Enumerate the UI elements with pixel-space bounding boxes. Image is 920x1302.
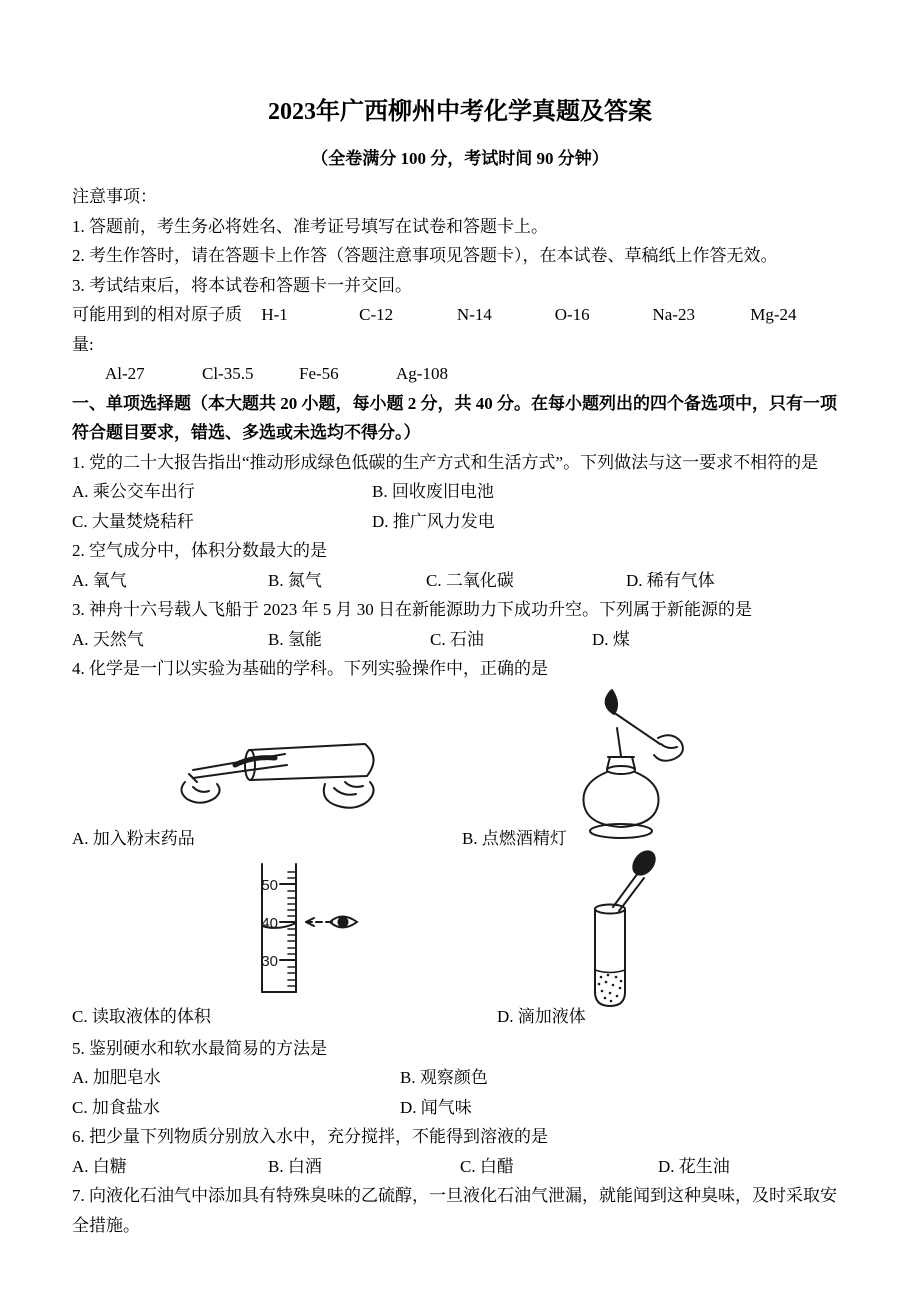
option-5b: B. 观察颜色: [400, 1068, 488, 1087]
notice-item-3: 3. 考试结束后，将本试卷和答题卡一并交回。: [72, 275, 412, 295]
option-3b: B. 氢能: [268, 629, 322, 649]
atomic-mass-line-1: [72, 300, 848, 359]
atomic-mass-value: Mg-24: [750, 305, 797, 324]
question-6-options: [72, 1152, 848, 1182]
question-1-options-row-1: [72, 477, 848, 507]
option-2c: C. 二氧化碳: [426, 570, 514, 590]
atomic-mass-value: Al-27: [105, 364, 145, 383]
figure-label-b: B. 点燃酒精灯: [462, 828, 567, 848]
atomic-mass-value: H-1: [261, 305, 288, 324]
option-3c: C. 石油: [430, 629, 484, 649]
question-2-options: [72, 566, 848, 596]
notice-item-2: 2. 考生作答时，请在答题卡上作答（答题注意事项见答题卡），在本试卷、草稿纸上作答无效。: [72, 246, 778, 265]
atomic-mass-label: 可能用到的相对原子质量:: [72, 305, 242, 354]
cylinder-scale-50: 50: [261, 876, 278, 894]
question-stem-6: 6. 把少量下列物质分别放入水中，充分搅拌，不能得到溶液的是: [72, 1127, 548, 1146]
option-1b: B. 回收废旧电池: [372, 482, 494, 501]
add-powder-illustration: [177, 688, 397, 826]
option-5a: A. 加肥皂水: [72, 1068, 161, 1087]
section-heading: 一、单项选择题（本大题共 20 小题，每小题 2 分，共 40 分。在每小题列出的四个备选项中，只有一项符合题目要求，错选、多选或未选均不得分。）: [72, 393, 837, 442]
question-stem-4: 4. 化学是一门以实验为基础的学科。下列实验操作中，正确的是: [72, 659, 548, 678]
option-6b: B. 白酒: [268, 1156, 322, 1176]
cylinder-scale-40: 40: [261, 914, 278, 932]
question-1-options-row-2: [72, 507, 848, 537]
figure-label-a: A. 加入粉末药品: [72, 828, 195, 848]
option-1d: D. 推广风力发电: [372, 511, 495, 531]
question-stem-3: 3. 神舟十六号载人飞船于 2023 年 5 月 30 日在新能源助力下成功升空。下列属于新能源的是: [72, 600, 752, 619]
atomic-mass-value: Na-23: [652, 305, 695, 324]
question-stem-7: 7. 向液化石油气中添加具有特殊臭味的乙硫醇，一旦液化石油气泄漏，就能闻到这种臭味，及时采取安全措施。: [72, 1186, 837, 1235]
add-liquid-dropper-illustration: [580, 846, 668, 1018]
option-3d: D. 煤: [592, 629, 630, 649]
page-title: 2023年广西柳州中考化学真题及答案: [268, 99, 652, 125]
figure-label-c: C. 读取液体的体积: [72, 1006, 211, 1026]
read-volume-illustration: [210, 860, 362, 998]
option-1c: C. 大量焚烧秸秆: [72, 511, 194, 531]
option-6c: C. 白醋: [460, 1156, 514, 1176]
option-3a: A. 天然气: [72, 629, 144, 649]
option-6a: A. 白糖: [72, 1156, 127, 1176]
option-6d: D. 花生油: [658, 1156, 730, 1176]
option-5c: C. 加食盐水: [72, 1097, 160, 1117]
option-2d: D. 稀有气体: [626, 570, 715, 590]
cylinder-scale-30: 30: [261, 952, 278, 970]
question-4-figures: [72, 684, 848, 1034]
question-stem-2: 2. 空气成分中，体积分数最大的是: [72, 541, 327, 560]
figure-label-d: D. 滴加液体: [497, 1006, 586, 1026]
question-5-options-row-2: [72, 1093, 848, 1123]
atomic-mass-value: C-12: [359, 305, 394, 324]
atomic-mass-value: N-14: [456, 305, 492, 324]
notice-item-1: 1. 答题前，考生务必将姓名、准考证号填写在试卷和答题卡上。: [72, 216, 548, 236]
atomic-mass-value: O-16: [554, 305, 590, 324]
atomic-mass-value: Ag-108: [396, 364, 448, 383]
page-subtitle: （全卷满分 100 分，考试时间 90 分钟）: [311, 149, 609, 168]
question-5-options-row-1: [72, 1063, 848, 1093]
atomic-mass-line-2: [72, 359, 848, 389]
light-alcohol-lamp-illustration: [560, 684, 705, 842]
option-2b: B. 氮气: [268, 570, 322, 590]
question-3-options: [72, 625, 848, 655]
notice-heading: 注意事项：: [72, 187, 157, 206]
atomic-mass-value: Fe-56: [299, 364, 339, 383]
option-5d: D. 闻气味: [400, 1097, 472, 1117]
option-1a: A. 乘公交车出行: [72, 482, 195, 501]
atomic-mass-value: Cl-35.5: [202, 364, 254, 383]
question-stem-5: 5. 鉴别硬水和软水最简易的方法是: [72, 1038, 327, 1058]
question-stem-1: 1. 党的二十大报告指出“推动形成绿色低碳的生产方式和生活方式”。下列做法与这一要求不相符的是: [72, 452, 819, 472]
option-2a: A. 氧气: [72, 570, 127, 590]
